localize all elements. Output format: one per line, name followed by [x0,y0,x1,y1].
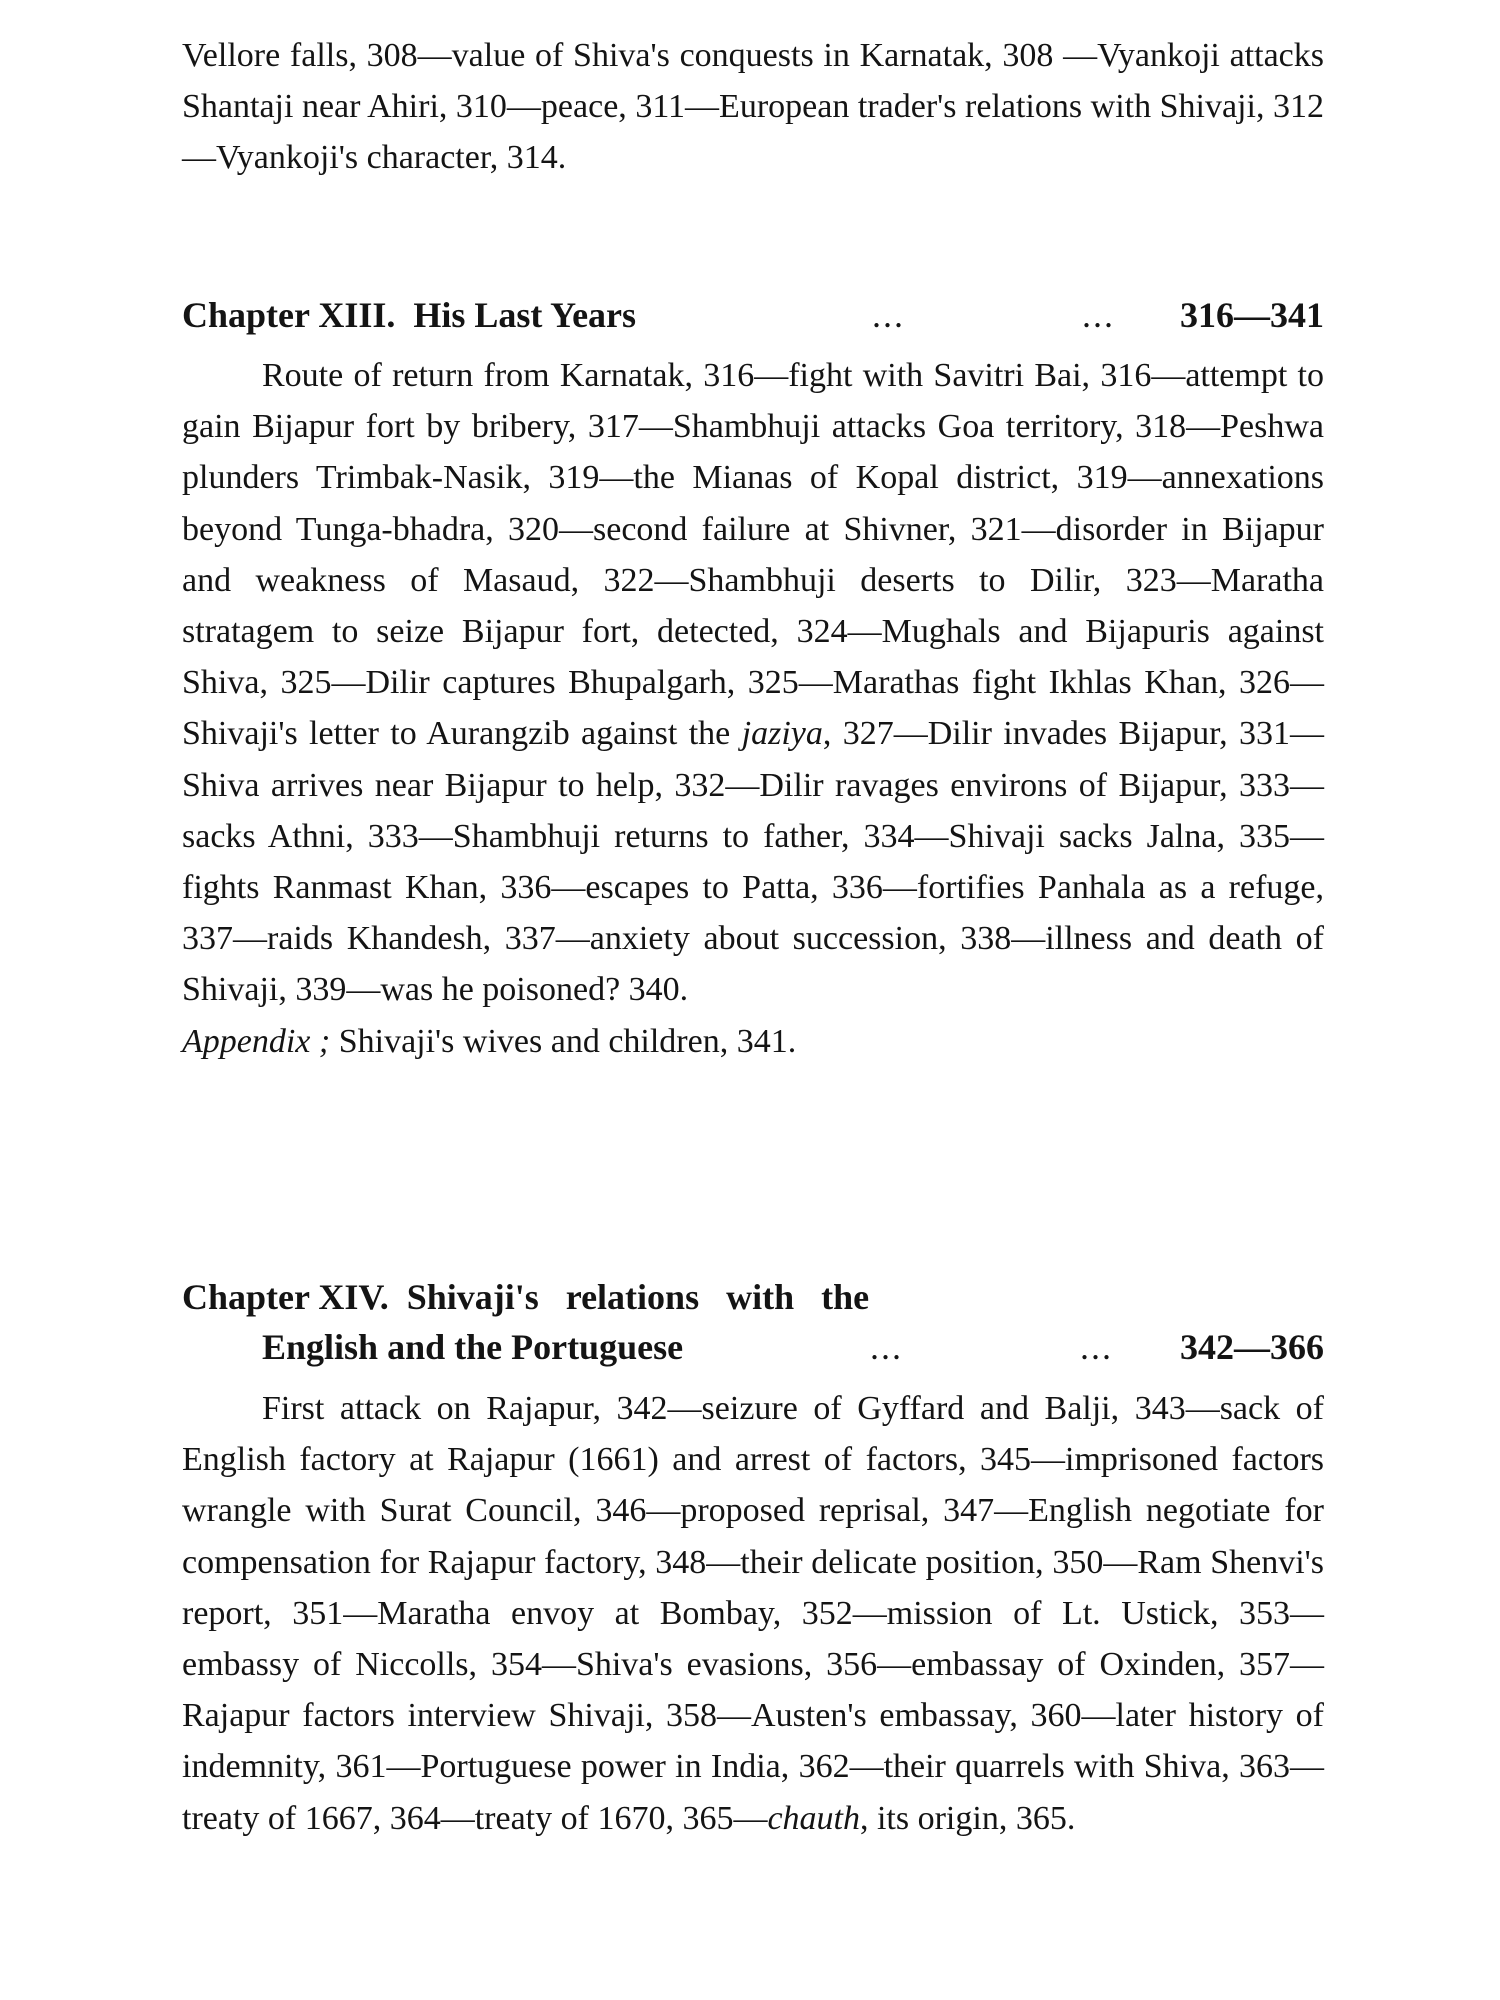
chapter-13-appendix-label: Appendix ; [182,1022,331,1060]
chapter-13-heading [182,290,1324,341]
chapter-14-summary-main: First attack on Rajapur, 342—seizure of Gyffard and Balji, 343—sack of English factory at Rajapur (1661) and arrest of factors, 345—imprisoned factors wrangle with Surat Council, 346—proposed reprisal, 347—English negotiate for compensation for Rajapur factory, 348—their delicate position, 350—Ram Shenvi's report, 351—Maratha envoy at Bombay, 352—mission of Lt. Ustick, 353—embassy of Niccolls, 354—Shiva's evasions, 356—embassay of Oxinden, 357—Rajapur factors interview Shivaji, 358—Austen's embassay, 360—later history of indemnity, 361—Portuguese power in India, 362—their quarrels with Shiva, 363—treaty of 1667, 364—treaty of 1670, 365— [182,1390,1324,1837]
chapter-13-page-range: 316—341 [1180,295,1324,335]
chapter-13-leader-dots-b: ... [1082,295,1115,335]
chapter-14-label: Chapter XIV. [182,1277,389,1317]
chapter-14-leader-dots-b: ... [1080,1327,1113,1367]
chapter-13-summary-rest: , 327—Dilir invades Bijapur, 331—Shiva arrives near Bijapur to help, 332—Dilir ravages environs of Bijapur, 333—sacks Athni, 333—Shambhuji returns to father, 334—Shivaji sacks Jalna, 335—fights Ranmast Khan, 336—escapes to Patta, 336—fortifies Panhala as a refuge, 337—raids Khandesh, 337—anxiety about succession, 338—illness and death of Shivaji, 339—was he poisoned? 340. [182,715,1324,1009]
chapter-14-summary-rest: , its origin, 365. [859,1799,1076,1837]
chapter-13-summary-block [182,350,1324,1067]
chapter-13-title: His Last Years [413,295,637,335]
chapter-13-label: Chapter XIII. [182,295,396,335]
chapter-13-leader-dots-a: ... [872,295,905,335]
chapter-14-title-line-1: Shivaji's relations with the [406,1277,870,1317]
chapter-14-summary-italic-word: chauth [767,1799,860,1837]
chapter-14-page-range: 342—366 [1180,1327,1324,1367]
chapter-14-heading-line-2 [262,1322,1324,1373]
chapter-13-summary-main: Route of return from Karnatak, 316—fight with Savitri Bai, 316—attempt to gain Bijapur fort by bribery, 317—Shambhuji attacks Goa territory, 318—Peshwa plunders Trimbak-Nasik, 319—the Mianas of Kopal district, 319—annexations beyond Tunga-bhadra, 320—second failure at Shivner, 321—disorder in Bijapur and weakness of Masaud, 322—Shambhuji deserts to Dilir, 323—Maratha stratagem to seize Bijapur fort, detected, 324—Mughals and Bijapuris against Shiva, 325—Dilir captures Bhupalgarh, 325—Marathas fight Ikhlas Khan, 326—Shivaji's letter to Aurangzib against the [182,357,1324,753]
chapter-13-appendix-text: Shivaji's wives and children, 341. [330,1022,797,1060]
chapter-14-heading-line-1 [182,1272,1324,1323]
chapter-14-summary [182,1383,1324,1844]
chapter-13-summary-italic-word: jaziya [741,715,823,753]
chapter-13-appendix [182,1016,1324,1067]
chapter-14-leader-dots-a: ... [870,1327,903,1367]
intro-paragraph-block [182,30,1324,184]
chapter-14-title-line-2: English and the Portuguese [262,1327,684,1367]
intro-paragraph: Vellore falls, 308—value of Shiva's conquests in Karnatak, 308 —Vyankoji attacks Shantaji near Ahiri, 310—peace, 311—European trader's relations with Shivaji, 312—Vyankoji's character, 314. [182,37,1324,177]
chapter-14-summary-block [182,1383,1324,1844]
chapter-13-summary [182,350,1324,1016]
